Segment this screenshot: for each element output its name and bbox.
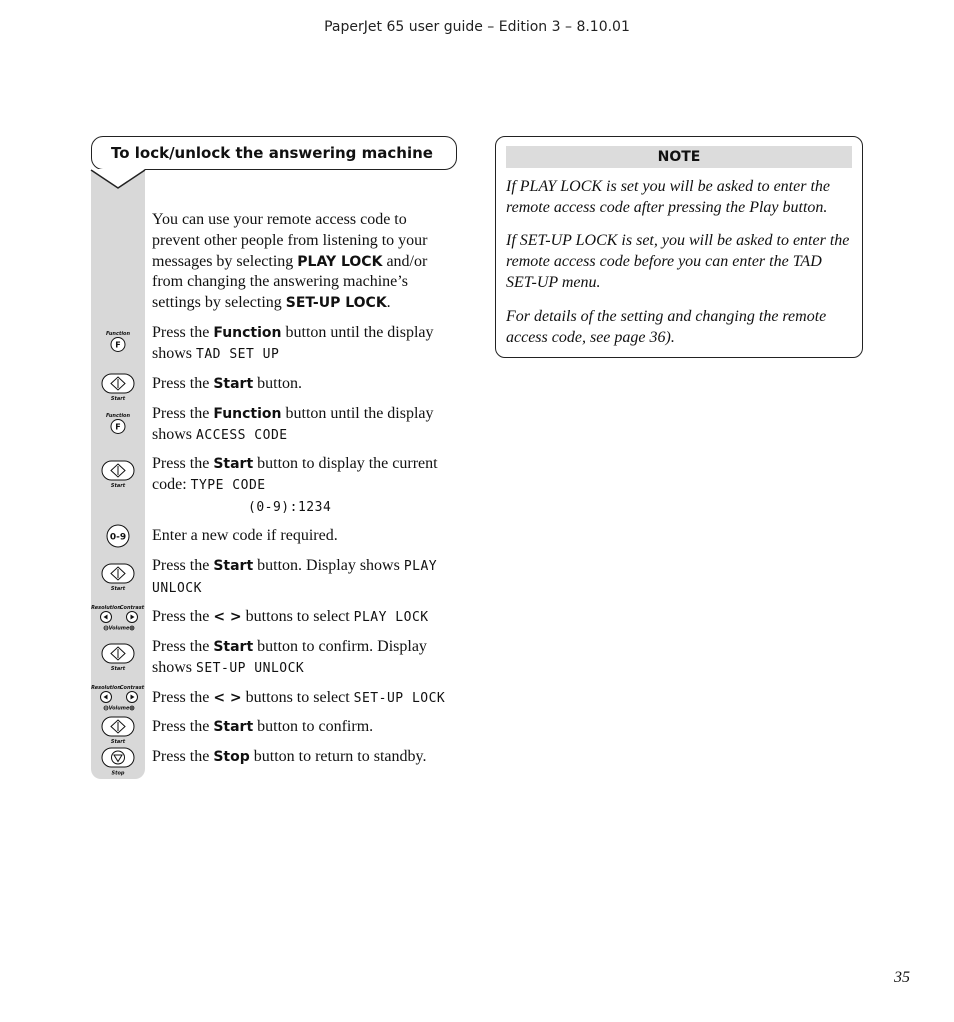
- svg-text:Start: Start: [110, 483, 126, 489]
- step-2: Press the Start button.: [152, 375, 303, 392]
- svg-text:F: F: [115, 340, 121, 350]
- page-header: PaperJet 65 user guide – Edition 3 – 8.10.01: [324, 19, 630, 35]
- page-number: 35: [894, 969, 910, 986]
- note-heading: NOTE: [506, 146, 852, 168]
- svg-text:Function: Function: [105, 413, 131, 419]
- svg-text:F: F: [115, 422, 121, 432]
- svg-text:Start: Start: [110, 739, 126, 745]
- start-button-icon: [96, 642, 140, 672]
- keypad-icon: [96, 524, 140, 548]
- start-button-icon: [96, 372, 140, 402]
- svg-text:Volume: Volume: [108, 705, 130, 712]
- note-paragraph-3: For details of the setting and changing the remote access code, see page 36).: [506, 308, 827, 346]
- function-button-icon: [96, 329, 140, 353]
- function-button-icon: [96, 411, 140, 435]
- svg-text:Start: Start: [110, 666, 126, 672]
- note-box: [495, 136, 863, 358]
- step-7: Press the < > buttons to select PLAY LOCK: [152, 608, 429, 625]
- step-4: Press the Start button to display the current code: TYPE CODE (0-9):1234: [152, 455, 438, 515]
- start-button-icon: [96, 562, 140, 592]
- arrow-buttons-icon: [91, 604, 145, 634]
- step-11: Press the Stop button to return to standby.: [152, 748, 427, 765]
- intro-paragraph: You can use your remote access code to prevent other people from listening to your messages by selecting PLAY LOCK and/or from changing the answering machine’s settings by selecting SET-UP LOCK.: [152, 211, 428, 312]
- step-5: Enter a new code if required.: [152, 527, 338, 544]
- svg-text:Stop: Stop: [111, 770, 125, 777]
- title-pointer: [90, 169, 150, 191]
- svg-text:Start: Start: [110, 586, 126, 592]
- arrow-buttons-icon: [91, 684, 145, 714]
- step-9: Press the < > buttons to select SET-UP LOCK: [152, 689, 446, 706]
- step-8: Press the Start button to confirm. Display shows SET-UP UNLOCK: [152, 638, 427, 676]
- start-button-icon: [96, 715, 140, 745]
- step-6: Press the Start button. Display shows PLAY UNLOCK: [152, 557, 438, 596]
- svg-text:Resolution: Resolution: [91, 685, 121, 691]
- step-10: Press the Start button to confirm.: [152, 718, 374, 735]
- note-paragraph-1: If PLAY LOCK is set you will be asked to enter the remote access code after pressing the Play button.: [506, 178, 830, 216]
- note-paragraph-2: If SET-UP LOCK is set, you will be asked to enter the remote access code before you can enter the TAD SET-UP menu.: [506, 232, 850, 291]
- stop-button-icon: [96, 746, 140, 777]
- step-1: Press the Function button until the display shows TAD SET UP: [152, 324, 434, 362]
- section-title-box: [91, 136, 457, 170]
- svg-text:0-9: 0-9: [109, 532, 127, 543]
- step-3: Press the Function button until the display shows ACCESS CODE: [152, 405, 434, 443]
- svg-text:Contrast: Contrast: [119, 605, 145, 611]
- start-button-icon: [96, 459, 140, 489]
- svg-text:Contrast: Contrast: [119, 685, 145, 691]
- svg-text:Resolution: Resolution: [91, 605, 121, 611]
- svg-text:Start: Start: [110, 396, 126, 402]
- section-title: To lock/unlock the answering machine: [111, 144, 433, 162]
- svg-text:Volume: Volume: [108, 625, 130, 632]
- svg-text:Function: Function: [105, 331, 131, 337]
